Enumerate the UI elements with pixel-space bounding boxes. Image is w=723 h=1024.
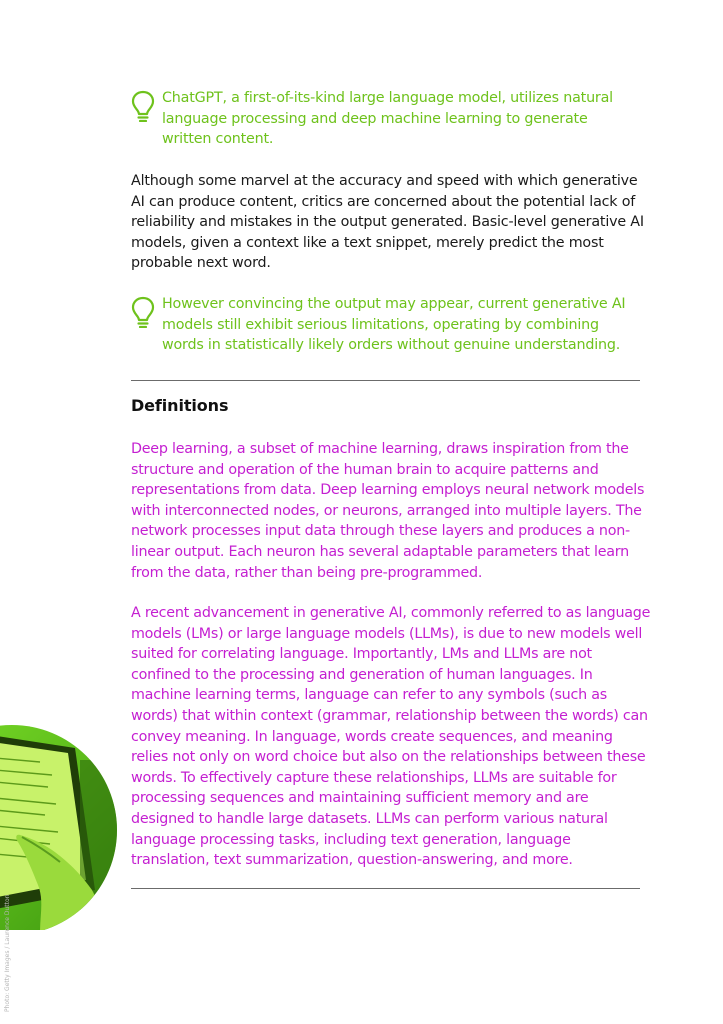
lightbulb-icon (131, 90, 155, 122)
callout-chatgpt (131, 88, 641, 150)
callout-text: ChatGPT, a first-of-its-kind large language model, utilizes natural language processing and deep machine learning to generate written content. (162, 90, 613, 148)
intro-paragraph: Although some marvel at the accuracy and speed with which generative AI can produce content, critics are concerned about the potential lack of reliability and mistakes in the output generated. Basic-level generative AI models, given a context like a text snippet, merely predict the most probable next word. (131, 173, 644, 272)
definitions-heading: Definitions (131, 396, 229, 415)
definition-language-models: A recent advancement in generative AI, commonly referred to as language models (LMs) or large language models (LLMs), is due to new models well suited for correlating language. Importantly, LMs and LLMs are not confined to the processing and generation of human languages. In machine learning terms, language can refer to any symbols (such as words) that within context (grammar, relationship between the words) can convey meaning. In language, words create sequences, and meaning relies not only on word choice but also on the relationships between these words. To effectively capture these relationships, LLMs are suitable for processing sequences and maintaining sufficient memory and are designed to handle large datasets. LLMs can perform various natural language processing tasks, including text generation, language translation, text summarization, question-answering, and more. (131, 605, 651, 869)
definition-deep-learning: Deep learning, a subset of machine learning, draws inspiration from the structure and operation of the human brain to acquire patterns and representations from data. Deep learning employs neural network models with interconnected nodes, or neurons, arranged into multiple layers. The network processes input data through these layers and produces a non-linear output. Each neuron has several adaptable parameters that learn from the data, rather than being pre-programmed. (131, 441, 645, 581)
tablet-photo (0, 720, 120, 930)
photo-credit: Photo: Getty Images / Laurence Dutton (4, 894, 11, 1012)
callout-limitations (131, 294, 641, 356)
callout-text: However convincing the output may appear, current generative AI models still exhibit serious limitations, operating by combining words in statistically likely orders without genuine understanding. (162, 296, 626, 354)
divider (131, 380, 640, 381)
divider (131, 888, 640, 889)
lightbulb-icon (131, 296, 155, 328)
